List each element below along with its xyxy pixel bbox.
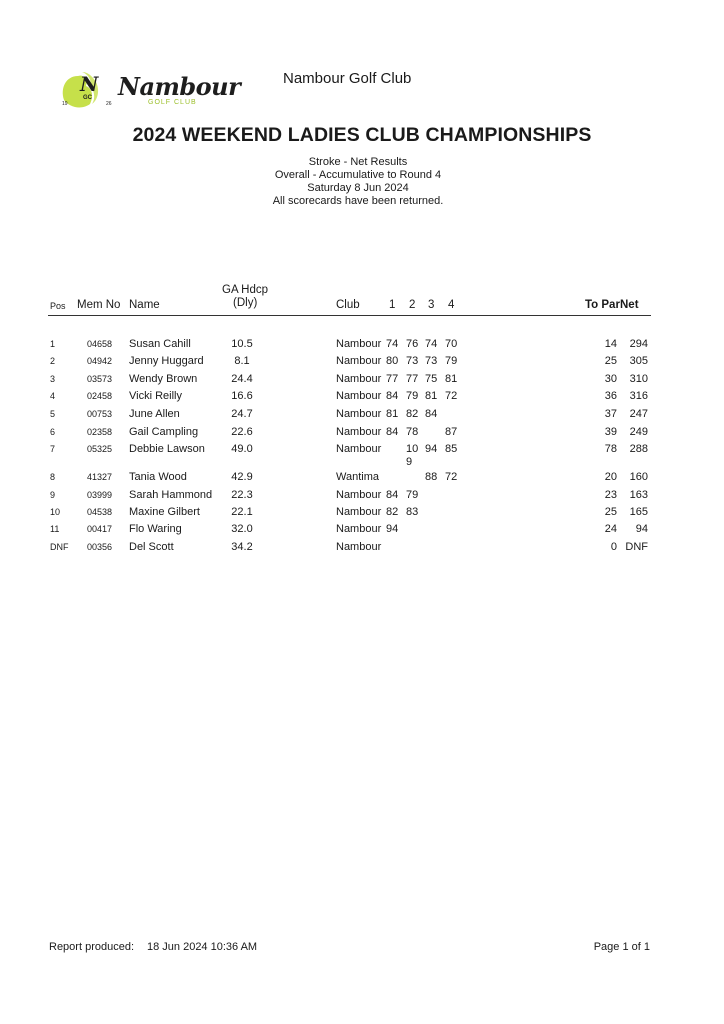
cell-to-par: 25: [604, 506, 617, 518]
subtitle-result-type: Stroke - Net Results: [308, 156, 408, 168]
cell-round-3: 81: [425, 390, 438, 402]
cell-net-score: 163: [629, 489, 648, 501]
cell-round-4: 85: [445, 443, 458, 455]
cell-round-4: 79: [445, 355, 458, 367]
col-header-club: Club: [336, 299, 360, 311]
cell-pos: 1: [50, 339, 56, 349]
subtitle-status: All scorecards have been returned.: [272, 195, 444, 207]
cell-round-3: 94: [425, 443, 438, 455]
cell-handicap: 49.0: [231, 443, 253, 455]
logo-year-left: 19: [62, 101, 68, 107]
cell-player-name: Wendy Brown: [129, 373, 198, 385]
cell-to-par: 20: [604, 471, 617, 483]
cell-to-par: 0: [610, 541, 617, 553]
col-header-name: Name: [129, 299, 160, 311]
header-rule: [48, 315, 651, 316]
cell-player-name: Jenny Huggard: [129, 355, 204, 367]
cell-round-3: 88: [425, 471, 438, 483]
cell-round-3: 84: [425, 408, 438, 420]
cell-handicap: 32.0: [231, 523, 253, 535]
cell-handicap: 10.5: [231, 338, 253, 350]
cell-member-no: 04538: [87, 507, 113, 517]
cell-round-3: 74: [425, 338, 438, 350]
cell-pos: DNF: [50, 542, 69, 552]
cell-club: Nambour: [336, 523, 382, 535]
club-logo: [58, 70, 241, 112]
cell-club: Nambour: [336, 390, 382, 402]
cell-round-3: 73: [425, 355, 438, 367]
cell-handicap: 16.6: [231, 390, 253, 402]
footer-report-date: 18 Jun 2024 10:36 AM: [147, 941, 258, 953]
cell-round-2: 76: [406, 338, 419, 350]
cell-to-par: 78: [604, 443, 617, 455]
cell-handicap: 24.7: [231, 408, 253, 420]
cell-pos: 11: [50, 524, 60, 534]
cell-net-score: 94: [635, 523, 648, 535]
cell-round-4: 72: [445, 471, 458, 483]
logo-wordmark: Nambour: [118, 72, 241, 101]
cell-to-par: 24: [604, 523, 617, 535]
cell-club: Nambour: [336, 338, 382, 350]
cell-handicap: 22.1: [231, 506, 253, 518]
cell-member-no: 41327: [87, 472, 113, 482]
cell-club: Nambour: [336, 506, 382, 518]
cell-member-no: 04658: [87, 339, 113, 349]
cell-round-4: 87: [445, 426, 458, 438]
cell-player-name: Maxine Gilbert: [129, 506, 200, 518]
cell-player-name: Flo Waring: [129, 523, 182, 535]
cell-to-par: 39: [604, 426, 617, 438]
cell-handicap: 42.9: [231, 471, 253, 483]
cell-round-2: 109: [406, 443, 419, 468]
col-header-round-2: 2: [409, 299, 416, 311]
cell-club: Nambour: [336, 489, 382, 501]
cell-round-2: 73: [406, 355, 419, 367]
cell-club: Nambour: [336, 373, 382, 385]
cell-to-par: 23: [604, 489, 617, 501]
cell-round-1: 81: [386, 408, 399, 420]
cell-player-name: Gail Campling: [129, 426, 199, 438]
cell-handicap: 24.4: [231, 373, 253, 385]
cell-player-name: Sarah Hammond: [129, 489, 213, 501]
cell-member-no: 04942: [87, 356, 113, 366]
cell-club: Nambour: [336, 408, 382, 420]
cell-club: Wantima: [336, 471, 379, 483]
cell-member-no: 03999: [87, 490, 113, 500]
col-header-round-3: 3: [428, 299, 435, 311]
cell-net-score: 247: [629, 408, 648, 420]
cell-net-score: 249: [629, 426, 648, 438]
cell-net-score: 316: [629, 390, 648, 402]
col-header-hdcp: GA Hdcp: [222, 284, 269, 296]
cell-player-name: June Allen: [129, 408, 180, 420]
cell-handicap: 22.3: [231, 489, 253, 501]
club-name: Nambour Golf Club: [283, 70, 412, 87]
footer-report-label: Report produced:: [49, 941, 134, 953]
cell-round-2: 79: [406, 390, 419, 402]
cell-pos: 7: [50, 444, 56, 454]
subtitle-round: Overall - Accumulative to Round 4: [274, 169, 442, 181]
cell-pos: 5: [50, 409, 56, 419]
col-header-round-4: 4: [448, 299, 455, 311]
cell-round-1: 84: [386, 489, 399, 501]
cell-club: Nambour: [336, 355, 382, 367]
cell-to-par: 25: [604, 355, 617, 367]
cell-member-no: 02458: [87, 391, 113, 401]
cell-to-par: 30: [604, 373, 617, 385]
cell-to-par: 14: [604, 338, 617, 350]
cell-pos: 10: [50, 507, 61, 517]
cell-to-par: 37: [604, 408, 617, 420]
col-header-round-1: 1: [389, 299, 396, 311]
cell-member-no: 02358: [87, 427, 113, 437]
cell-round-2: 79: [406, 489, 419, 501]
cell-member-no: 05325: [87, 444, 113, 454]
cell-player-name: Susan Cahill: [129, 338, 191, 350]
col-header-hdcp-dly: (Dly): [233, 297, 258, 309]
cell-round-4: 70: [445, 338, 458, 350]
cell-player-name: Del Scott: [129, 541, 174, 553]
cell-round-1: 74: [386, 338, 399, 350]
logo-tagline: GOLF CLUB: [148, 99, 197, 106]
cell-round-1: 84: [386, 390, 399, 402]
cell-round-1: 80: [386, 355, 399, 367]
cell-net-score: 305: [629, 355, 648, 367]
cell-club: Nambour: [336, 426, 382, 438]
cell-pos: 2: [50, 356, 56, 366]
col-header-to-par: To Par: [585, 299, 620, 311]
logo-year-right: 26: [106, 101, 112, 107]
cell-net-score: 165: [629, 506, 648, 518]
cell-net-score: 310: [629, 373, 648, 385]
logo-initials: GC: [83, 95, 92, 101]
cell-pos: 9: [50, 490, 56, 500]
cell-club: Nambour: [336, 541, 382, 553]
cell-pos: 3: [50, 374, 56, 384]
cell-player-name: Debbie Lawson: [129, 443, 205, 455]
cell-net-score: 288: [629, 443, 648, 455]
cell-net-score: 294: [629, 338, 648, 350]
cell-member-no: 00356: [87, 542, 113, 552]
cell-round-4: 72: [445, 390, 458, 402]
cell-round-2: 78: [406, 426, 419, 438]
cell-club: Nambour: [336, 443, 382, 455]
cell-net-score: DNF: [625, 541, 648, 553]
cell-to-par: 36: [604, 390, 617, 402]
cell-round-4: 81: [445, 373, 458, 385]
cell-net-score: 160: [629, 471, 648, 483]
cell-round-1: 84: [386, 426, 399, 438]
cell-member-no: 00417: [87, 524, 113, 534]
cell-member-no: 00753: [87, 409, 113, 419]
cell-pos: 6: [50, 427, 56, 437]
cell-handicap: 22.6: [231, 426, 253, 438]
col-header-pos: Pos: [50, 301, 66, 311]
logo-monogram: N: [80, 72, 99, 96]
cell-member-no: 03573: [87, 374, 113, 384]
cell-round-1: 94: [386, 523, 399, 535]
subtitle-date: Saturday 8 Jun 2024: [307, 182, 409, 194]
cell-handicap: 8.1: [234, 355, 250, 367]
cell-handicap: 34.2: [231, 541, 253, 553]
report-title: 2024 WEEKEND LADIES CLUB CHAMPIONSHIPS: [132, 124, 592, 146]
footer-page-number: Page 1 of 1: [593, 941, 650, 953]
col-header-net: Net: [620, 299, 639, 311]
cell-pos: 8: [50, 472, 56, 482]
cell-round-1: 77: [386, 373, 399, 385]
col-header-mem-no: Mem No: [77, 299, 121, 311]
cell-round-2: 77: [406, 373, 419, 385]
cell-round-2: 82: [406, 408, 419, 420]
cell-round-3: 75: [425, 373, 438, 385]
cell-pos: 4: [50, 391, 56, 401]
cell-round-2: 83: [406, 506, 419, 518]
cell-player-name: Tania Wood: [129, 471, 187, 483]
cell-round-1: 82: [386, 506, 399, 518]
cell-player-name: Vicki Reilly: [129, 390, 182, 402]
